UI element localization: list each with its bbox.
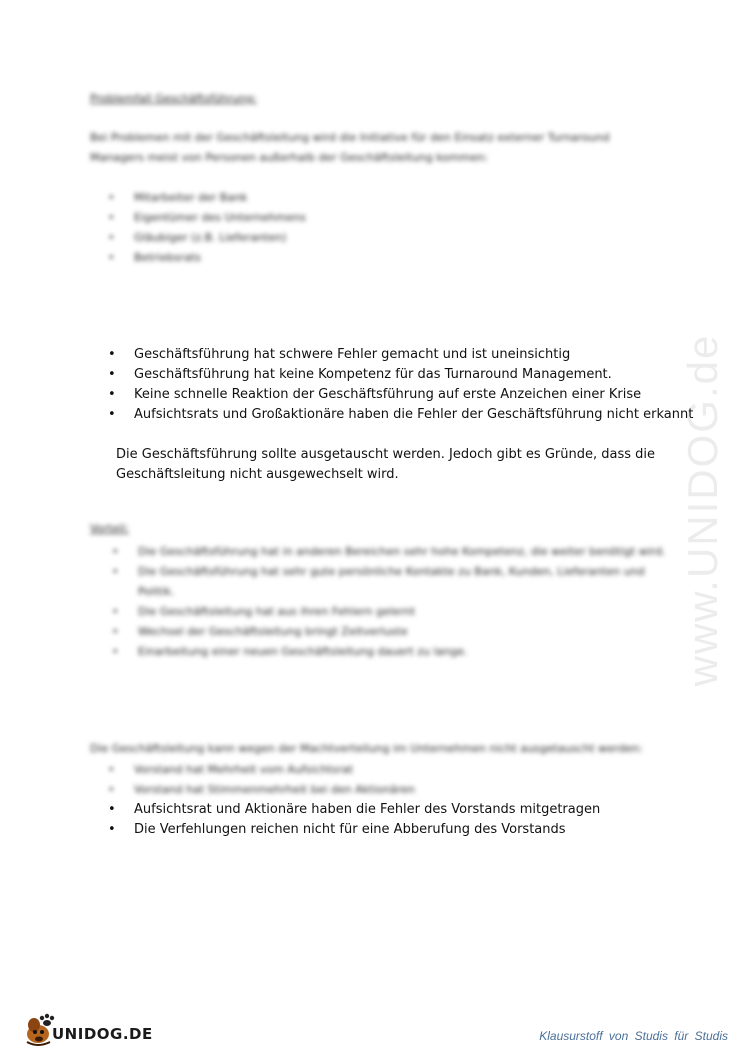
- logo-text: UNIDOG.DE: [52, 1025, 153, 1043]
- list-item: • Wechsel der Geschäftsleitung bringt Zeitverluste: [112, 622, 672, 642]
- advantages-list: [112, 542, 672, 662]
- list-item: • Betriebsrats: [108, 248, 306, 268]
- conclusion-line: Geschäftsleitung nicht ausgewechselt wird.: [116, 467, 399, 482]
- reasons-list: [108, 345, 693, 425]
- intro-paragraph: Bei Problemen mit der Geschäftsleitung wird die Initiative für den Einsatz externer Turnaround Managers meist von Personen außerhalb der Geschäftsleitung kommen:: [90, 131, 610, 164]
- footer-tagline: Klausurstoff von Studis für Studis: [539, 1029, 728, 1043]
- list-item: • Die Geschäftsführung hat sehr gute persönliche Kontakte zu Bank, Kunden, Lieferanten und Politik.: [112, 562, 672, 602]
- list-item: • Die Geschäftsleitung hat aus ihren Fehlern gelernt: [112, 602, 672, 622]
- list-item: • Eigentümer des Unternehmens: [108, 208, 306, 228]
- list-item: • Die Verfehlungen reichen nicht für eine Abberufung des Vorstands: [108, 820, 600, 840]
- list-item: • Vorstand hat Stimmenmehrheit bei den Aktionären: [108, 780, 415, 800]
- vorteil-label: Vorteil:: [90, 522, 129, 535]
- conclusion-paragraph: [116, 445, 676, 485]
- power-blurred-list: [108, 760, 415, 800]
- conclusion-line: Die Geschäftsführung sollte ausgetauscht werden. Jedoch gibt es Gründe, dass die: [116, 447, 656, 462]
- list-item: • Aufsichtsrats und Großaktionäre haben die Fehler der Geschäftsführung nicht erkannt: [108, 405, 693, 425]
- list-item: • Mitarbeiter der Bank: [108, 188, 306, 208]
- list-item: • Geschäftsführung hat schwere Fehler gemacht und ist uneinsichtig: [108, 345, 693, 365]
- power-clear-list: [108, 800, 600, 840]
- list-item: • Aufsichtsrat und Aktionäre haben die Fehler des Vorstands mitgetragen: [108, 800, 600, 820]
- list-item: • Geschäftsführung hat keine Kompetenz für das Turnaround Management.: [108, 365, 693, 385]
- list-item: • Die Geschäftsführung hat in anderen Bereichen sehr hohe Kompetenz, die weiter benötigt wird.: [112, 542, 672, 562]
- list-item: • Gläubiger (z.B. Lieferanten): [108, 228, 306, 248]
- document-page: www.UNIDOG.de Problemfall Geschäftsführung: Bei Problemen mit der Geschäftsleitung wird die Initiative für den Einsatz externer Turnaround Managers meist von Personen außerhalb der Geschäftsleitung kommen: • Mitarbeiter der Bank • Eigentümer des Unternehmens • Gläubiger (z.B. Lieferanten) • Betriebsrats • Geschäftsführung hat schwere Fehler gemacht und ist uneinsichtig • Geschäftsführung hat keine Kompetenz für das Turnaround Management. • Keine schnelle Reaktion der Geschäftsführung auf erste Anzeichen einer Krise • Aufsichtsrats und Großaktionäre haben die Fehler der Geschäftsführung nicht erkannt Die Geschäftsführung sollte ausgetauscht werden. Jedoch gibt es Gründe, dass die Geschäftsleitung nicht ausgewechselt wird. Vorteil: • Die Geschäftsführung hat in anderen Bereichen sehr hohe Kompetenz, die weiter benötigt wird. • Die Geschäftsführung hat sehr gute persönliche Kontakte zu Bank, Kunden, Lieferanten und Politik. • Die Geschäftsleitung hat aus ihren Fehlern gelernt • Wechsel der Geschäftsleitung bringt Zeitverluste • Einarbeitung einer neuen Geschäftsleitung dauert zu lange. Die Geschäftsleitung kann wegen der Machtverteilung im Unternehmen nicht ausgetauscht werden: • Vorstand hat Mehrheit vom Aufsichtsrat • Vorstand hat Stimmenmehrheit bei den Aktionären • Aufsichtsrat und Aktionäre haben die Fehler des Vorstands mitgetragen • Die Verfehlungen reichen nicht für eine Abberufung des Vorstands UNIDOG.DE Klausurstoff von Studis für Studis: [0, 0, 750, 1059]
- list-item: • Keine schnelle Reaktion der Geschäftsführung auf erste Anzeichen einer Krise: [108, 385, 693, 405]
- list-item: • Einarbeitung einer neuen Geschäftsleitung dauert zu lange.: [112, 642, 672, 662]
- power-intro: Die Geschäftsleitung kann wegen der Machtverteilung im Unternehmen nicht ausgetauscht werden:: [90, 742, 643, 755]
- section-heading: Problemfall Geschäftsführung:: [90, 92, 257, 105]
- initiators-list: [108, 188, 306, 268]
- list-item: • Vorstand hat Mehrheit vom Aufsichtsrat: [108, 760, 415, 780]
